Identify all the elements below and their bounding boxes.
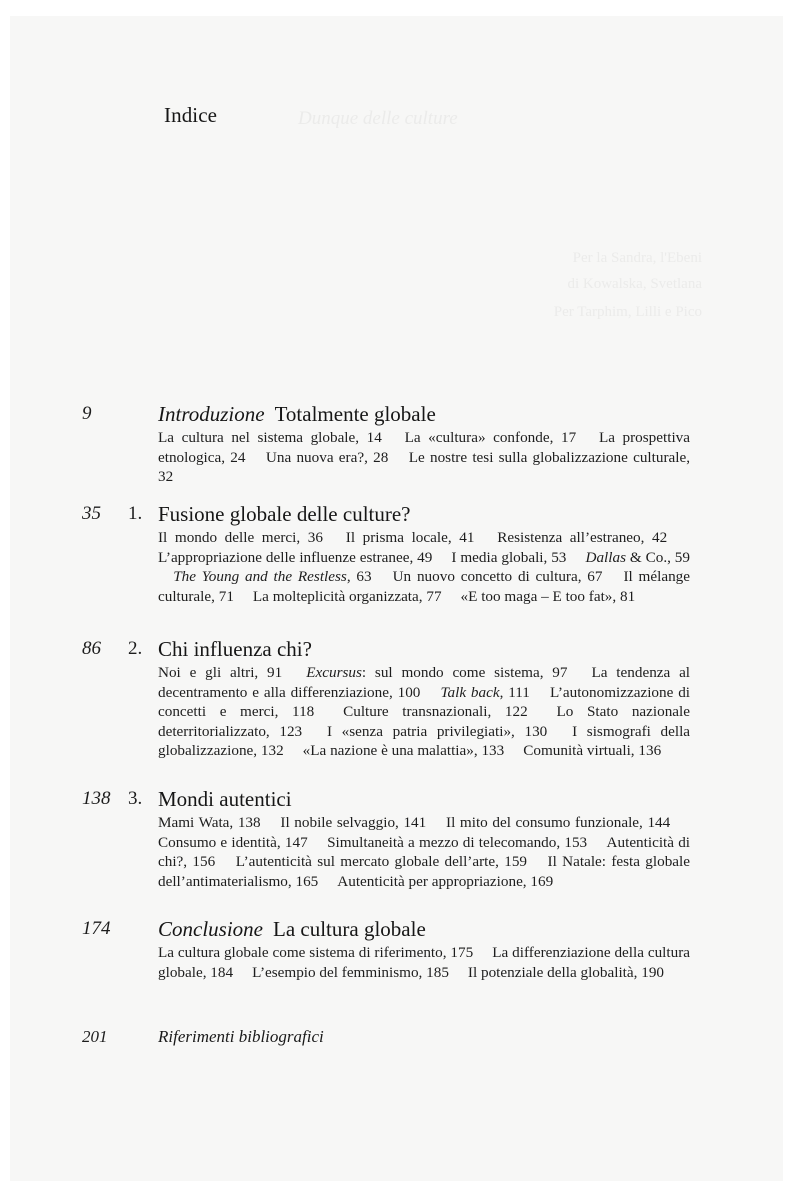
toc-heading[interactable] xyxy=(158,917,426,941)
toc-section-text: , 63 xyxy=(346,568,372,585)
toc-sections xyxy=(158,943,690,982)
toc-page-number: 86 xyxy=(82,638,101,659)
toc-sections xyxy=(158,528,690,606)
toc-heading[interactable] xyxy=(158,502,411,526)
toc-section-text: La differenziazione della cultura globale, 184 xyxy=(158,944,690,981)
toc-section-text: La molteplicità organizzata, 77 xyxy=(252,587,442,605)
toc-section-italic-text: The Young and the Restless xyxy=(173,568,347,585)
toc-section-text: «La nazione è una malattia», 133 xyxy=(302,742,505,759)
toc-section-text: La cultura nel sistema globale, 14 xyxy=(158,429,382,446)
toc-section-text: Culture transnazionali, 122 xyxy=(343,703,528,720)
toc-heading-title: Totalmente globale xyxy=(274,402,436,426)
show-through-text: Dunque delle culture xyxy=(298,108,458,129)
toc-page-number: 174 xyxy=(82,918,111,939)
toc-section-text: Il potenziale della globalità, 190 xyxy=(467,963,665,981)
toc-section-italic-text: Dallas xyxy=(585,548,626,566)
toc-section-text: Mami Wata, 138 xyxy=(158,814,261,831)
toc-section-item[interactable] xyxy=(331,529,475,546)
toc-section-text: : sul mondo come sistema, 97 xyxy=(361,664,568,681)
toc-section-text: Il nobile selvaggio, 141 xyxy=(280,814,427,831)
toc-section-text: Lo Stato nazionale deterritorializzato, 123 xyxy=(158,703,691,740)
toc-section-item[interactable] xyxy=(265,814,426,831)
toc-sections xyxy=(158,663,690,761)
toc-heading[interactable] xyxy=(158,787,292,811)
toc-section-text: La «cultura» confonde, 17 xyxy=(404,429,577,446)
toc-section-item[interactable] xyxy=(445,588,635,605)
toc-section-text: Comunità virtuali, 136 xyxy=(523,742,662,759)
toc-chapter-number: 3. xyxy=(128,788,143,809)
toc-section-item[interactable] xyxy=(431,814,670,831)
toc-page-number: 138 xyxy=(82,788,111,809)
toc-section-item[interactable] xyxy=(322,873,553,890)
toc-section-item[interactable] xyxy=(312,834,587,851)
toc-page-number: 35 xyxy=(82,503,101,524)
show-through-text: Per la Sandra, l'Ebeni xyxy=(572,250,702,266)
toc-section-text: Il mondo delle merci, 36 xyxy=(158,529,323,546)
toc-section-text: L’appropriazione delle influenze estranee, 49 xyxy=(158,548,433,566)
toc-section-item[interactable] xyxy=(425,684,530,701)
toc-section-text: Il prisma locale, 41 xyxy=(345,529,475,546)
toc-section-text: Resistenza all’estraneo, 42 xyxy=(497,529,668,546)
toc-section-text: , 111 xyxy=(499,683,530,701)
toc-heading-label: Introduzione xyxy=(158,402,265,426)
toc-section-item[interactable] xyxy=(570,549,690,566)
toc-section-text: L’autonomizzazione di concetti e merci, 118 xyxy=(158,683,691,720)
toc-section-item[interactable] xyxy=(158,814,261,831)
toc-section-text: Autenticità per appropriazione, 169 xyxy=(337,872,554,890)
toc-sections xyxy=(158,813,690,891)
toc-section-item[interactable] xyxy=(328,703,528,720)
toc-page-number: 9 xyxy=(82,403,92,424)
toc-section-text: Noi e gli altri, 91 xyxy=(158,664,283,681)
toc-section-text: Un nuovo concetto di cultura, 67 xyxy=(392,568,603,585)
toc-section-text: Consumo e identità, 147 xyxy=(158,833,308,851)
toc-section-text: La prospettiva etnologica, 24 xyxy=(158,429,691,466)
toc-section-text: La tendenza al decentramento e alla differenziazione, 100 xyxy=(158,664,691,701)
toc-section-item[interactable] xyxy=(158,568,372,585)
toc-section-item[interactable] xyxy=(453,964,664,981)
toc-heading-title: Chi influenza chi? xyxy=(158,637,312,661)
toc-section-item[interactable] xyxy=(221,853,528,870)
toc-heading[interactable] xyxy=(158,637,312,661)
toc-sections xyxy=(158,428,690,487)
toc-section-italic-text: Talk back xyxy=(440,683,500,701)
toc-chapter-number: 2. xyxy=(128,638,143,659)
toc-section-item[interactable] xyxy=(158,664,282,681)
toc-section-text: Il mélange culturale, 71 xyxy=(158,568,690,605)
toc-section-item[interactable] xyxy=(158,529,323,546)
toc-heading-title: La cultura globale xyxy=(273,917,426,941)
toc-heading[interactable] xyxy=(158,402,436,426)
toc-section-item[interactable] xyxy=(287,742,504,759)
toc-section-text: Una nuova era?, 28 xyxy=(265,448,389,466)
toc-section-text: I sismografi della globalizzazione, 132 xyxy=(158,722,691,759)
show-through-text: Per Tarphim, Lilli e Pico xyxy=(553,304,702,320)
toc-section-text: I «senza patria privilegiati», 130 xyxy=(326,722,548,740)
toc-section-item[interactable] xyxy=(158,944,473,961)
toc-section-text: Il mito del consumo funzionale, 144 xyxy=(446,814,671,831)
toc-section-item[interactable] xyxy=(508,742,661,759)
toc-section-text: Simultaneità a mezzo di telecomando, 153 xyxy=(327,833,588,851)
toc-section-item[interactable] xyxy=(389,429,576,446)
toc-section-italic-text: Excursus xyxy=(306,664,362,681)
toc-section-item[interactable] xyxy=(377,568,602,585)
toc-section-item[interactable] xyxy=(251,449,389,466)
toc-section-item[interactable] xyxy=(291,664,567,681)
toc-section-text: & Co., 59 xyxy=(626,548,690,566)
toc-heading-title: Mondi autentici xyxy=(158,787,292,811)
toc-section-text: La cultura globale come sistema di riferimento, 175 xyxy=(158,944,474,961)
toc-section-text: Le nostre tesi sulla globalizzazione culturale, 32 xyxy=(158,448,691,485)
toc-section-item[interactable] xyxy=(238,588,442,605)
toc-chapter-number: 1. xyxy=(128,503,143,524)
toc-heading-label: Conclusione xyxy=(158,917,263,941)
toc-section-item[interactable] xyxy=(436,549,566,566)
show-through-text: di Kowalska, Svetlana xyxy=(567,276,702,292)
toc-section-text: Il Natale: festa globale dell’antimaterialismo, 165 xyxy=(158,853,691,890)
toc-section-text: I media globali, 53 xyxy=(451,548,567,566)
toc-section-text: L’autenticità sul mercato globale dell’arte, 159 xyxy=(235,853,528,870)
toc-section-item[interactable] xyxy=(237,964,449,981)
toc-section-text: Autenticità di chi?, 156 xyxy=(158,833,691,870)
toc-section-item[interactable] xyxy=(158,429,382,446)
toc-heading-title: Fusione globale delle culture? xyxy=(158,502,411,526)
toc-section-item[interactable] xyxy=(312,723,547,740)
toc-section-text: «E too maga – E too fat», 81 xyxy=(460,587,636,605)
toc-bibliography-title[interactable]: Riferimenti bibliografici xyxy=(158,1027,324,1046)
page-title: Indice xyxy=(164,103,218,127)
toc-section-text: L’esempio del femminismo, 185 xyxy=(252,963,449,981)
toc-page-number: 201 xyxy=(82,1027,108,1046)
toc-section-item[interactable] xyxy=(482,529,667,546)
